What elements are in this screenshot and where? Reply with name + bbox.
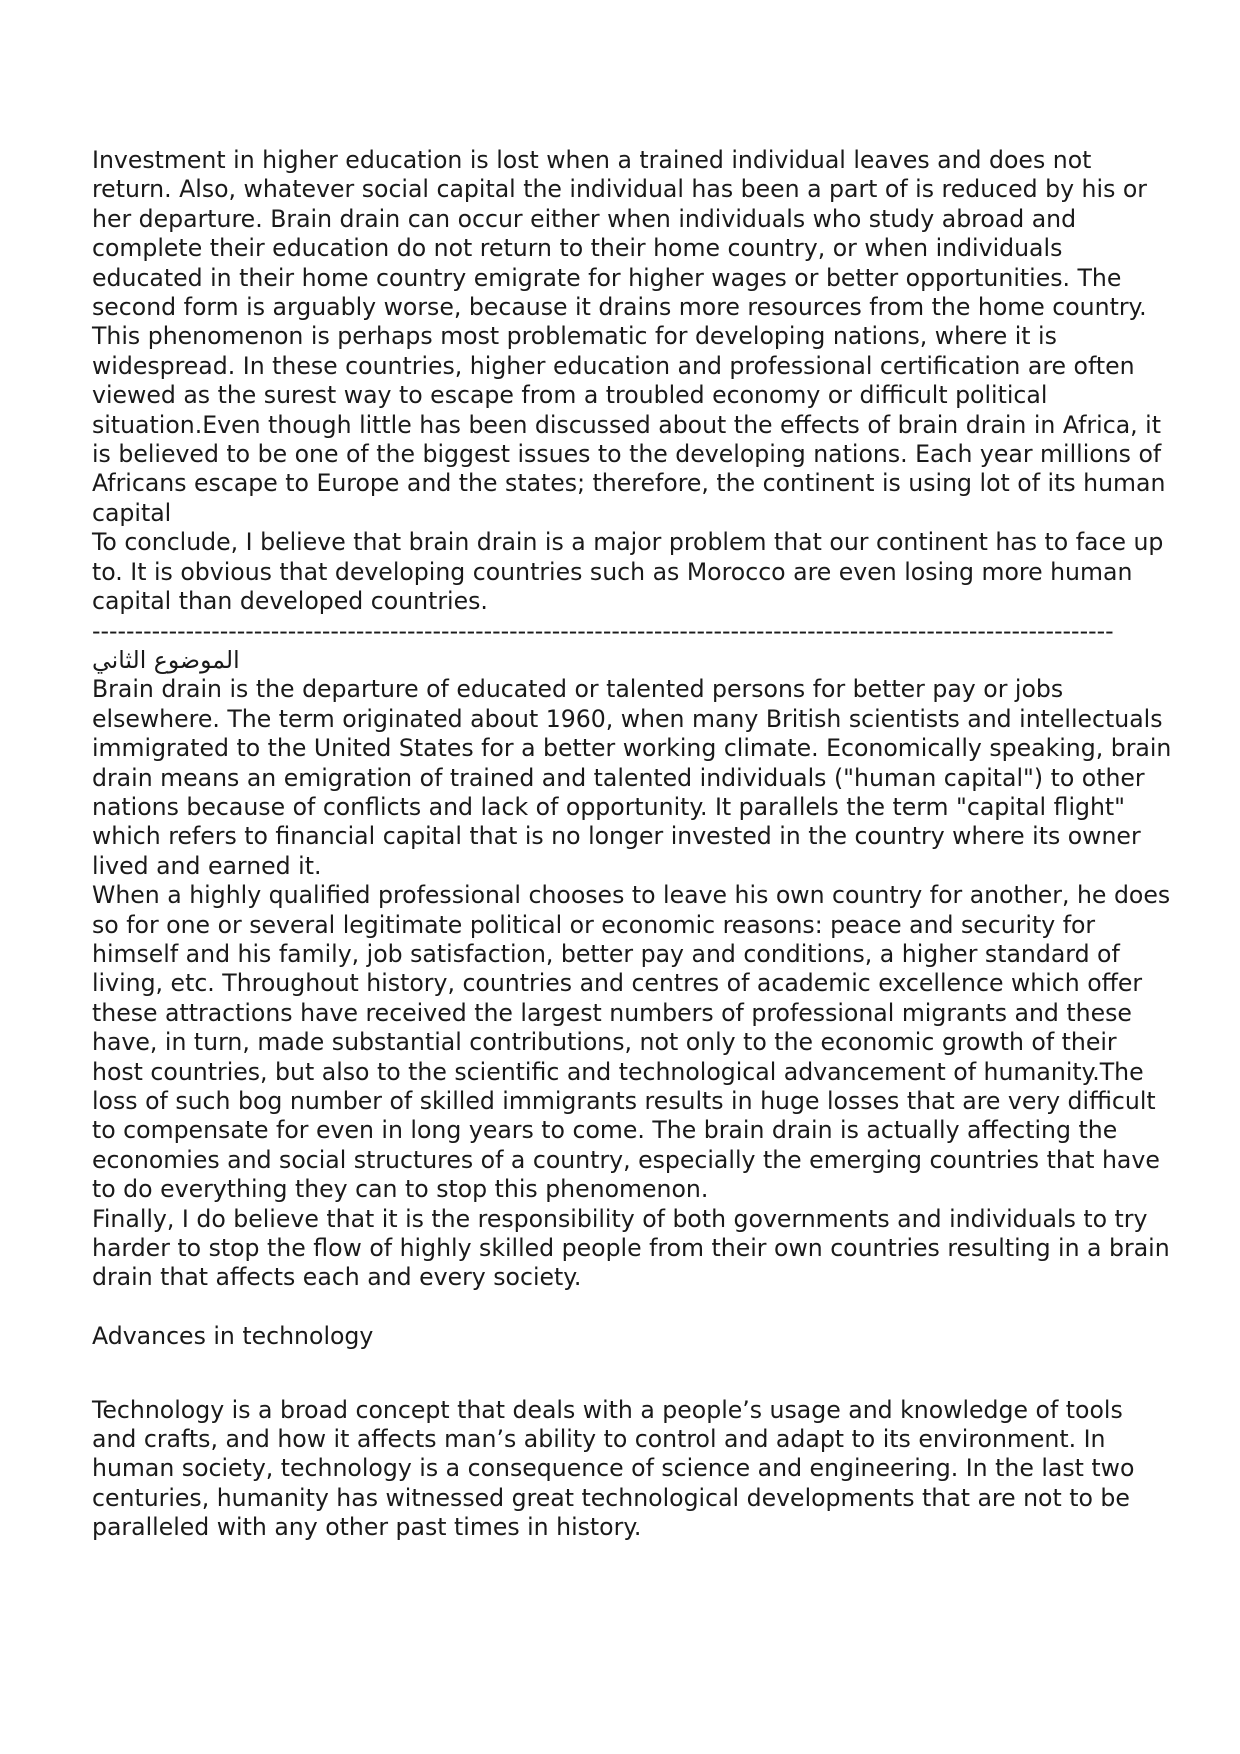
blank-line: [92, 1293, 1172, 1322]
paragraph-professional-migration: When a highly qualified professional chooses to leave his own country for another, he does so for one or several legitimate political or economic reasons: peace and security for himself and his family, job satisfaction, better pay and conditions, a higher standard of living, etc. Throughout history, countries and centres of academic excellence which offer these attractions have received the largest numbers of professional migrants and these have, in turn, made substantial contributions, not only to the economic growth of their host countries, but also to the scientific and technological advancement of humanity.The loss of such bog number of skilled immigrants results in huge losses that are very difficult to compensate for even in long years to come. The brain drain is actually affecting the economies and social structures of a country, especially the emerging countries that have to do everything they can to stop this phenomenon.: [92, 881, 1178, 1204]
paragraph-technology: Technology is a broad concept that deals with a people’s usage and knowledge of tools and crafts, and how it affects man’s ability to control and adapt to its environment. In human society, technology is a consequence of science and engineering. In the last two centuries, humanity has witnessed great technological developments that are not to be paralleled with any other past times in history.: [92, 1395, 1142, 1542]
paragraph-developing-nations: This phenomenon is perhaps most problematic for developing nations, where it is widespread. In these countries, higher education and professional certification are often viewed as the surest way to escape from a troubled economy or difficult political situation.Even though little has been discussed about the effects of brain drain in Africa, it is believed to be one of the biggest issues to the developing nations. Each year millions of Africans escape to Europe and the states; therefore, the continent is using lot of its human capital: [92, 322, 1173, 527]
paragraph-conclusion-topic1: To conclude, I believe that brain drain is a major problem that our continent has to face up to. It is obvious that developing countries such as Morocco are even losing more human capital than developed countries.: [92, 528, 1171, 616]
topic2-heading: الموضوع الثاني: [92, 645, 240, 674]
document-page: [92, 146, 1179, 1543]
dashed-separator: ------------------------------------------------------------------------------------------------------------------------: [92, 616, 1114, 645]
paragraph-conclusion-topic2: Finally, I do believe that it is the responsibility of both governments and individuals to try harder to stop the flow of highly skilled people from their own countries resulting in a brain drain that affects each and every society.: [92, 1204, 1178, 1292]
paragraph-brain-drain-investment: Investment in higher education is lost when a trained individual leaves and does not return. Also, whatever social capital the individual has been a part of is reduced by his or her departure. Brain drain can occur either when individuals who study abroad and complete their education do not return to their home country, or when individuals educated in their home country emigrate for higher wages or better opportunities. The second form is arguably worse, because it drains more resources from the home country.: [92, 146, 1155, 322]
topic3-heading: Advances in technology: [92, 1322, 374, 1351]
paragraph-brain-drain-definition: Brain drain is the departure of educated or talented persons for better pay or jobs elsewhere. The term originated about 1960, when many British scientists and intellectuals immigrated to the United States for a better working climate. Economically speaking, brain drain means an emigration of trained and talented individuals ("human capital") to other nations because of conflicts and lack of opportunity. It parallels the term "capital flight" which refers to financial capital that is no longer invested in the country where its owner lived and earned it.: [92, 675, 1179, 880]
blank-space: [92, 1352, 1172, 1396]
